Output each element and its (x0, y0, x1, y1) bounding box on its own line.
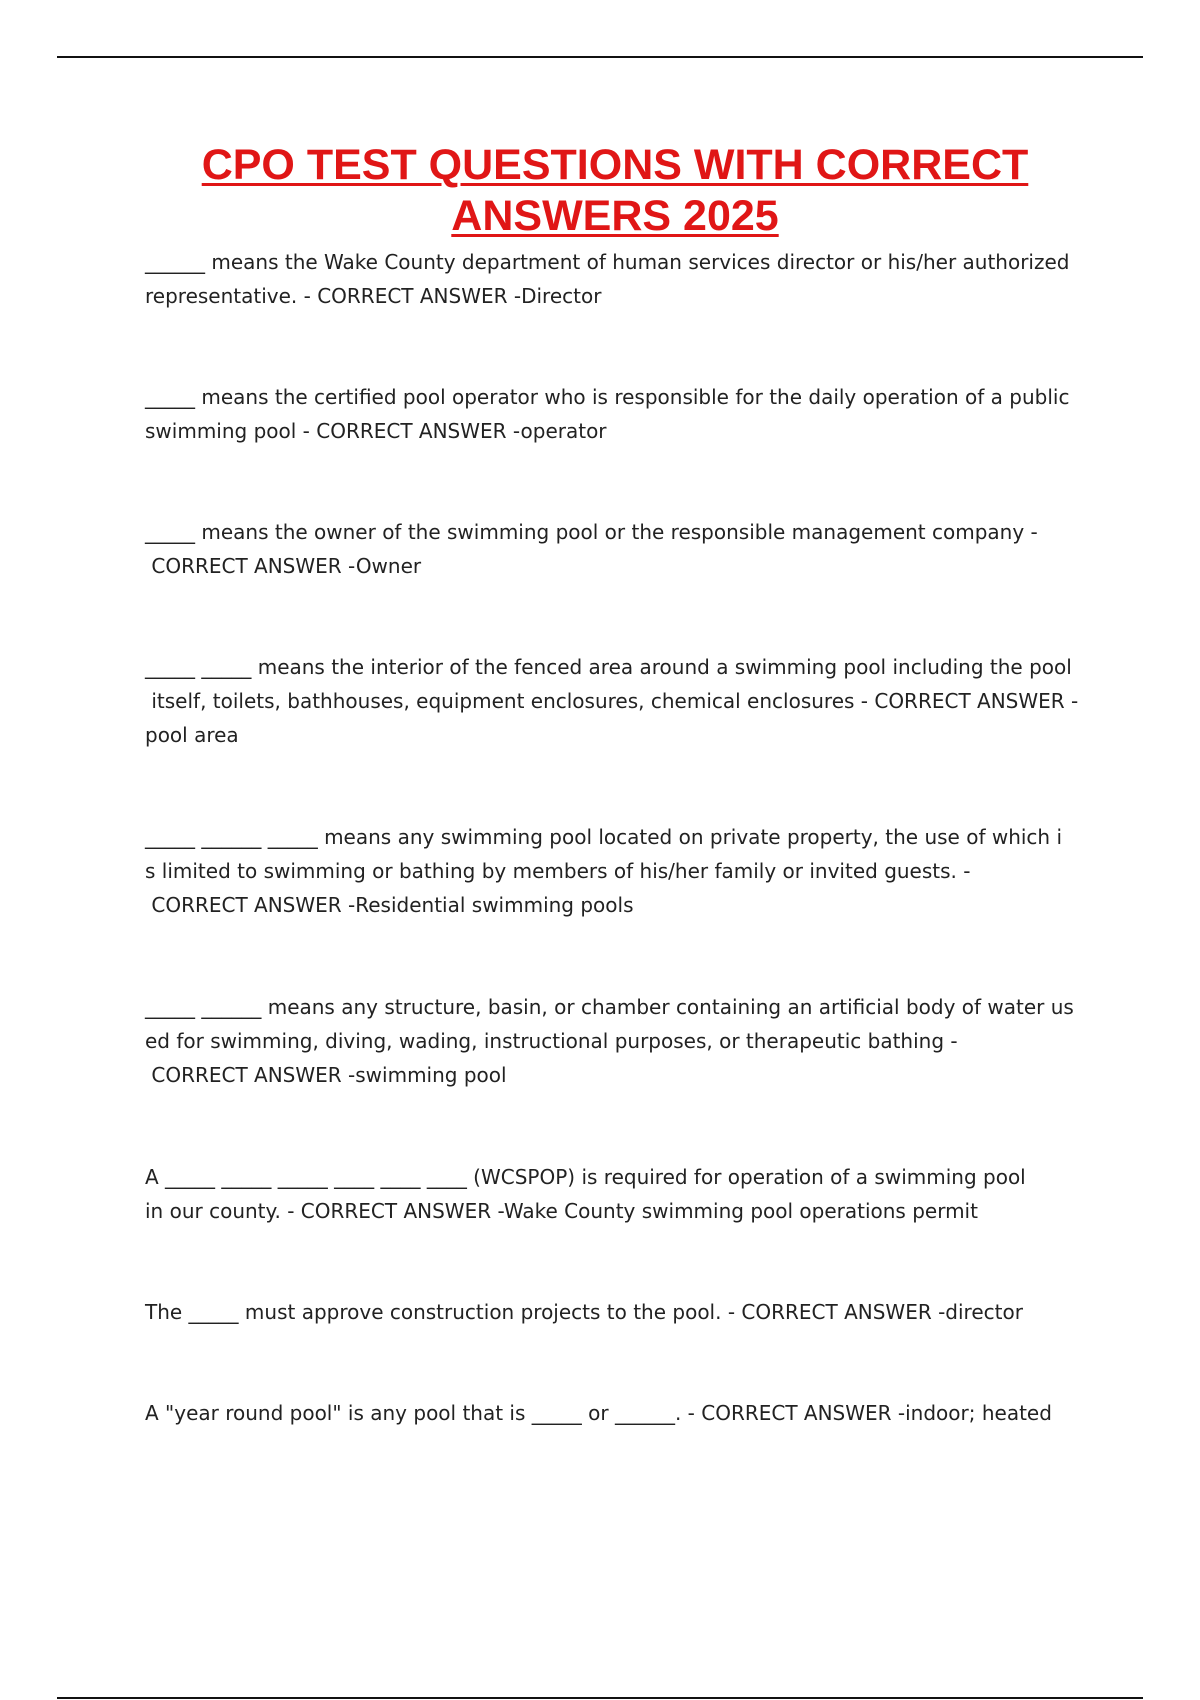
question-line: CORRECT ANSWER -Owner (145, 554, 422, 578)
question-item (145, 650, 1090, 752)
question-line: A _____ _____ _____ ____ ____ ____ (WCSPOP) is required for operation of a swimming pool (145, 1165, 1026, 1189)
question-item (145, 380, 1090, 448)
question-line: _____ ______ means any structure, basin, or chamber containing an artificial body of water us (145, 995, 1074, 1019)
question-line: ed for swimming, diving, wading, instructional purposes, or therapeutic bathing - (145, 1029, 958, 1053)
question-line: _____ ______ _____ means any swimming pool located on private property, the use of which i (145, 825, 1063, 849)
question-line: swimming pool - CORRECT ANSWER -operator (145, 419, 607, 443)
document-title: CPO TEST QUESTIONS WITH CORRECT ANSWERS 2025 (201, 141, 1029, 240)
question-line: The _____ must approve construction projects to the pool. - CORRECT ANSWER -director (145, 1300, 1023, 1324)
bottom-rule (57, 1697, 1143, 1699)
question-line: itself, toilets, bathhouses, equipment enclosures, chemical enclosures - CORRECT ANSWER - (145, 689, 1079, 713)
question-line: _____ means the owner of the swimming pool or the responsible management company - (145, 520, 1038, 544)
question-line: A "year round pool" is any pool that is _____ or ______. - CORRECT ANSWER -indoor; heated (145, 1401, 1052, 1425)
question-line: pool area (145, 723, 239, 747)
question-line: CORRECT ANSWER -swimming pool (145, 1063, 507, 1087)
question-line: ______ means the Wake County department of human services director or his/her authorized (145, 250, 1070, 274)
question-item (145, 245, 1090, 313)
question-item (145, 1396, 1090, 1430)
question-line: representative. - CORRECT ANSWER -Director (145, 284, 602, 308)
top-rule (57, 56, 1143, 58)
question-item (145, 990, 1090, 1092)
question-item (145, 515, 1090, 583)
question-line: _____ means the certified pool operator who is responsible for the daily operation of a public (145, 385, 1070, 409)
question-line: _____ _____ means the interior of the fenced area around a swimming pool including the pool (145, 655, 1072, 679)
question-item (145, 820, 1090, 922)
question-item (145, 1295, 1090, 1329)
question-item (145, 1160, 1090, 1228)
question-line: CORRECT ANSWER -Residential swimming pools (145, 893, 634, 917)
question-line: s limited to swimming or bathing by members of his/her family or invited guests. - (145, 859, 971, 883)
question-line: in our county. - CORRECT ANSWER -Wake County swimming pool operations permit (145, 1199, 978, 1223)
